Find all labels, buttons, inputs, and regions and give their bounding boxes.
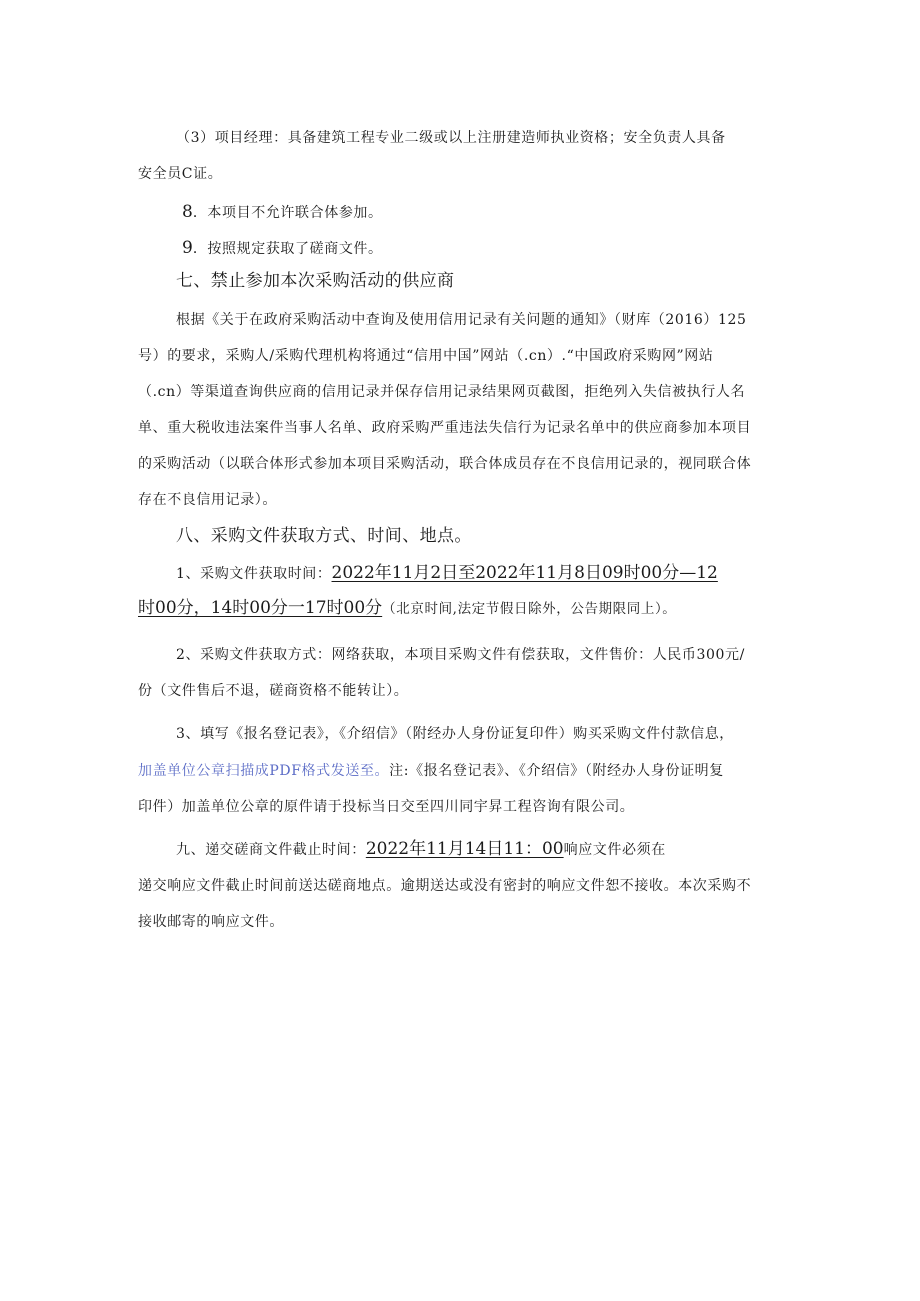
acquire-method-line2: 份（文件售后不退，磋商资格不能转让）。: [138, 683, 409, 699]
item-8-text: ．本项目不允许联合体参加。: [192, 205, 383, 221]
deadline-line3: 接收邮寄的响应文件。: [138, 914, 284, 930]
credit-paragraph-line2: 号）的要求，采购人/采购代理机构将通过“信用中国”网站（.cn）.“中国政府采购网”网站: [138, 348, 714, 364]
section-8-heading: 八、采购文件获取方式、时间、地点。: [176, 526, 472, 546]
registration-line3: 印件）加盖单位公章的原件请于投标当日交至四川同宇昇工程咨询有限公司。: [138, 799, 635, 815]
credit-paragraph-line1: 根据《关于在政府采购活动中查询及使用信用记录有关问题的通知》（财库（2016）125: [176, 312, 747, 328]
item-9-text: ．按照规定获取了磋商文件。: [192, 241, 383, 257]
acquire-time-label: 1、采购文件获取时间：: [176, 566, 332, 582]
deadline-line1: [176, 839, 826, 860]
acquire-method-line1: 2、采购文件获取方式：网络获取，本项目采购文件有偿获取，文件售价：人民币300元/: [176, 647, 745, 663]
item-8-number: 8: [182, 202, 193, 222]
credit-paragraph-line5: 的采购活动（以联合体形式参加本项目采购活动，联合体成员存在不良信用记录的，视同联合体: [138, 456, 752, 472]
registration-send-instruction: 加盖单位公章扫描成PDF格式发送至。: [138, 763, 390, 779]
deadline-label: 九、递交磋商文件截止时间：: [176, 842, 366, 858]
deadline-line2: 递交响应文件截止时间前送达磋商地点。逾期送达或没有密封的响应文件恕不接收。本次采购不: [138, 878, 752, 894]
registration-line2: [138, 761, 788, 781]
deadline-suffix: 响应文件必须在: [563, 842, 666, 858]
section-7-heading: 七、禁止参加本次采购活动的供应商: [176, 271, 455, 291]
credit-paragraph-line6: 存在不良信用记录）。: [138, 492, 277, 508]
acquire-time-note: （北京时间,法定节假日除外，公告期限同上）。: [382, 601, 677, 617]
acquire-time-line1: [176, 563, 826, 584]
credit-paragraph-line4: 单、重大税收违法案件当事人名单、政府采购严重违法失信行为记录名单中的供应商参加本项目: [138, 420, 752, 436]
acquire-time-dates: 2022年11月2日至2022年11月8日09时00分—12: [331, 563, 718, 583]
credit-paragraph-line3: （.cn）等渠道查询供应商的信用记录并保存信用记录结果网页截图，拒绝列入失信被执行人名: [138, 384, 746, 400]
requirement-manager-line2: 安全员C证。: [138, 166, 223, 182]
item-9: [182, 238, 832, 259]
item-9-number: 9: [182, 238, 193, 258]
acquire-time-hours: 时00分，14时00分一17时00分: [138, 598, 383, 618]
requirement-manager-line1: （3）项目经理：具备建筑工程专业二级或以上注册建造师执业资格；安全负责人具备: [176, 130, 726, 146]
deadline-datetime: 2022年11月14日11：00: [365, 839, 564, 859]
acquire-time-line2: [138, 598, 788, 619]
item-8: [182, 202, 832, 223]
registration-line1: 3、填写《报名登记表》，《介绍信》（附经办人身份证复印件）购买采购文件付款信息，: [176, 726, 734, 742]
registration-note: 注:《报名登记表》、《介绍信》（附经办人身份证明复: [389, 763, 724, 779]
